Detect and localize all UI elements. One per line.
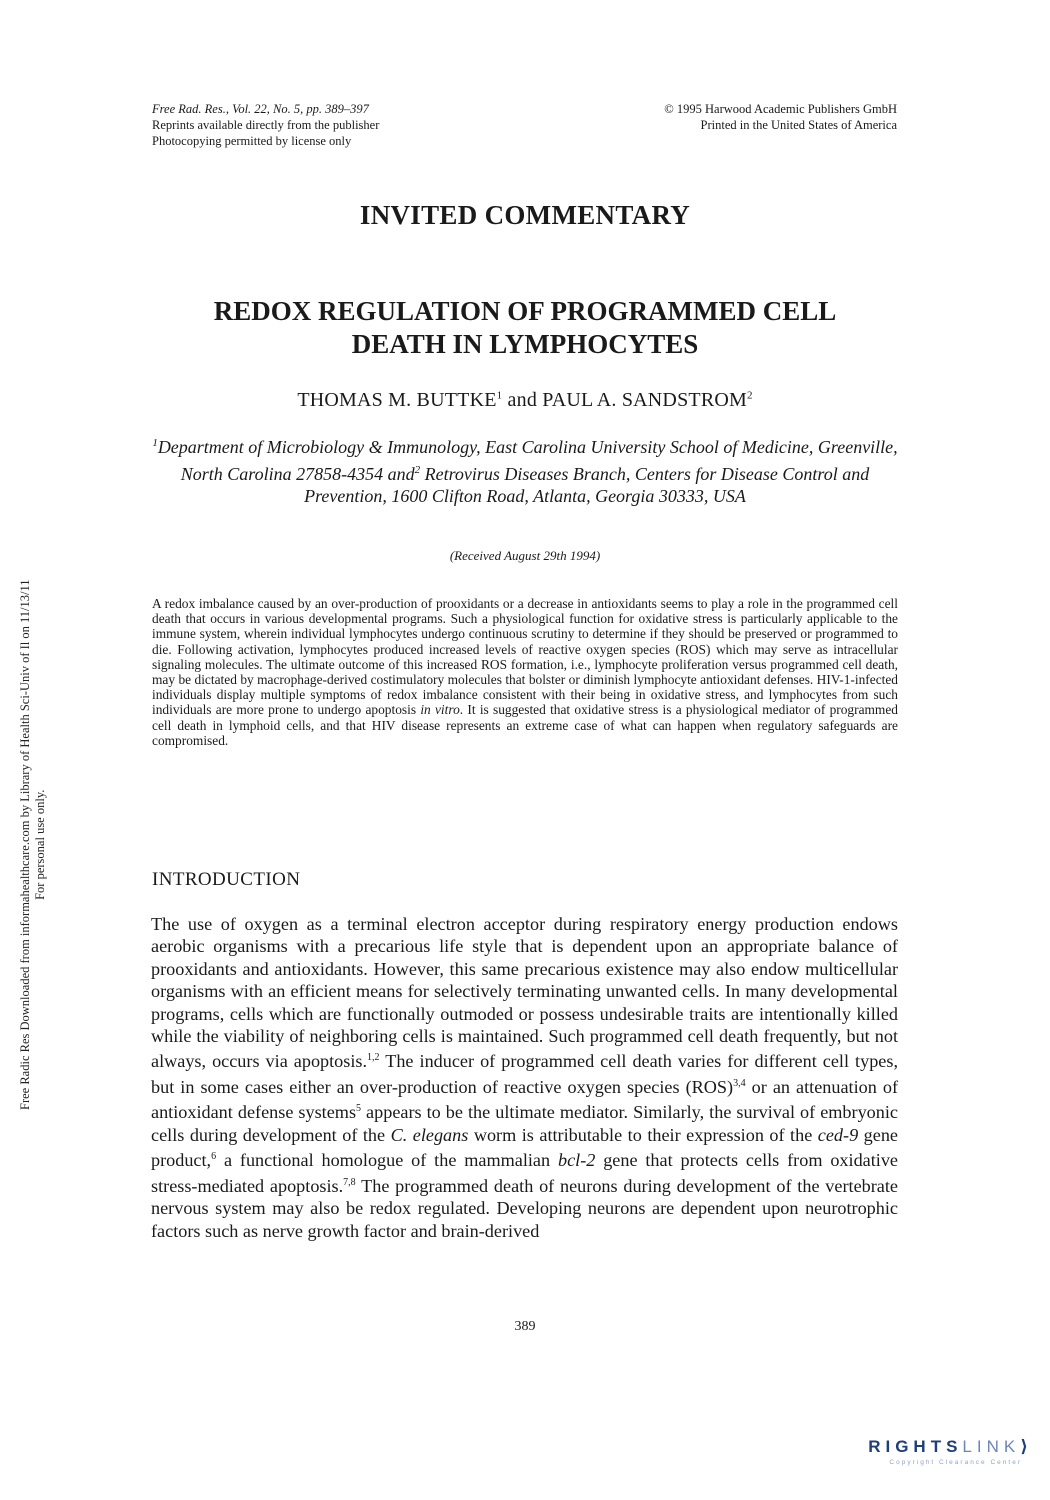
journal-citation xyxy=(152,101,379,149)
author-list xyxy=(0,389,1050,412)
chevron-right-icon: ⟩ xyxy=(1020,1437,1028,1456)
body-text: gene product, xyxy=(151,1124,898,1171)
body-text: or an attenuation of antioxidant defense systems xyxy=(151,1076,898,1123)
abstract-paragraph xyxy=(152,596,898,748)
gene-name: bcl-2 xyxy=(557,1150,596,1171)
personal-use-notice: For personal use only. xyxy=(33,789,47,900)
logo-rights: RIGHTS xyxy=(868,1437,963,1456)
logo-link: LINK xyxy=(962,1437,1021,1456)
title-line-2: DEATH IN LYMPHOCYTES xyxy=(351,329,699,359)
citation-line: Free Rad. Res., Vol. 22, No. 5, pp. 389–397 xyxy=(152,102,369,116)
citation-ref: 3,4 xyxy=(733,1077,746,1089)
affiliation-marker: 2 xyxy=(414,463,421,476)
download-notice: Free Radic Res Downloaded from informahealthcare.com by Library of Health Sci-Univ of Il on 11/13/11 xyxy=(18,579,32,1110)
citation-ref: 1,2 xyxy=(367,1052,380,1064)
affiliation-marker: 2 xyxy=(746,389,753,402)
body-text: The use of oxygen as a terminal electron acceptor during respiratory energy production endows aerobic organisms with a precarious life style that is dependent upon an appropriate balance of prooxidants and antioxidants. However, this same precarious existence may also endow multicellular organisms with an efficient means for selectively terminating unwanted cells. In many developmental programs, cells which are functionally outmoded or possess undesirable traits are intentionally killed while the viability of neighboring cells is maintained. Such programmed cell death frequently, but not always, occurs via apoptosis. xyxy=(151,914,898,1072)
introduction-body xyxy=(151,913,898,1242)
section-heading: INTRODUCTION xyxy=(152,869,301,890)
publisher-info xyxy=(664,101,897,133)
copyright-line: © 1995 Harwood Academic Publishers GmbH xyxy=(664,102,897,116)
body-text: appears to be the ultimate mediator. Similarly, the survival of embryonic cells during development of the xyxy=(151,1102,898,1145)
affiliation-marker: 1 xyxy=(496,389,503,402)
abstract-text: A redox imbalance caused by an over-production of prooxidants or a decrease in antioxidants seems to play a role in the programmed cell death that occurs in various developmental programs. Such a physiological function for oxidative stress is particularly applicable to the immune system, wherein individual lymphocytes undergo continuous scrutiny to determine if they should be preserved or programmed to die. Following activation, lymphocytes produced increased levels of reactive oxygen species (ROS) which may serve as intracellular signaling molecules. The ultimate outcome of this increased ROS formation, i.e., lymphocyte proliferation versus programmed cell death, may be dictated by macrophage-derived costimulatory molecules that bolster or diminish lymphocyte antioxidant defenses. HIV-1-infected individuals display multiple symptoms of redox imbalance consistent with their being in oxidative stress, and lymphocytes from such individuals are more prone to undergo apoptosis xyxy=(152,596,898,718)
author-name: PAUL A. SANDSTROM xyxy=(542,389,747,411)
abstract-italic: in vitro xyxy=(420,702,460,718)
affiliations xyxy=(150,432,900,508)
body-text: a functional homologue of the mammalian xyxy=(216,1150,558,1171)
body-text: gene that protects cells from oxidative stress-mediated apoptosis. xyxy=(151,1150,899,1196)
affiliation-marker: 1 xyxy=(152,437,158,449)
citation-ref: 7,8 xyxy=(343,1176,356,1188)
author-name: THOMAS M. BUTTKE xyxy=(297,389,497,411)
body-text: The inducer of programmed cell death varies for different cell types, but in some cases either an over-production of reactive oxygen species (ROS) xyxy=(151,1051,898,1097)
reprints-line: Reprints available directly from the publisher xyxy=(152,118,380,132)
page-number: 389 xyxy=(514,1319,536,1334)
rightslink-logo[interactable] xyxy=(798,1437,1028,1473)
citation-ref: 5 xyxy=(356,1103,362,1115)
abstract xyxy=(152,596,898,748)
affiliation-text: Department of Microbiology & Immunology, East Carolina University School of Medicine, Greenville, North Carolina 27858-4354 and xyxy=(157,437,898,484)
body-paragraph xyxy=(151,913,898,1242)
abstract-text: . It is suggested that oxidative stress is a physiological mediator of programmed cell death in lymphoid cells, and that HIV disease represents an extreme case of what can happen when regulatory safeguards are compromised. xyxy=(152,702,898,748)
section-label: INVITED COMMENTARY xyxy=(359,200,691,230)
affiliation-text: Retrovirus Diseases Branch, Centers for Disease Control and Prevention, 1600 Clifton Road, Atlanta, Georgia 30333, USA xyxy=(304,463,870,506)
download-watermark xyxy=(18,579,48,1110)
author-joiner: and xyxy=(502,389,543,411)
citation-ref: 6 xyxy=(211,1151,217,1163)
logo-tagline: Copyright Clearance Center xyxy=(889,1459,1022,1466)
body-text: worm is attributable to their expression of the xyxy=(468,1124,818,1145)
article-title xyxy=(0,295,1050,361)
logo-wordmark xyxy=(868,1437,1028,1457)
received-date: (Received August 29th 1994) xyxy=(449,548,601,563)
body-text: The programmed death of neurons during development of the vertebrate nervous system may also be redox regulated. Developing neurons are dependent upon neurotrophic factors such as nerve growth factor and brain-derived xyxy=(151,1175,898,1241)
printed-line: Printed in the United States of America xyxy=(700,118,897,132)
gene-name: ced-9 xyxy=(817,1124,859,1145)
photocopy-line: Photocopying permitted by license only xyxy=(152,134,352,148)
title-line-1: REDOX REGULATION OF PROGRAMMED CELL xyxy=(213,296,837,326)
species-name: C. elegans xyxy=(390,1124,469,1145)
